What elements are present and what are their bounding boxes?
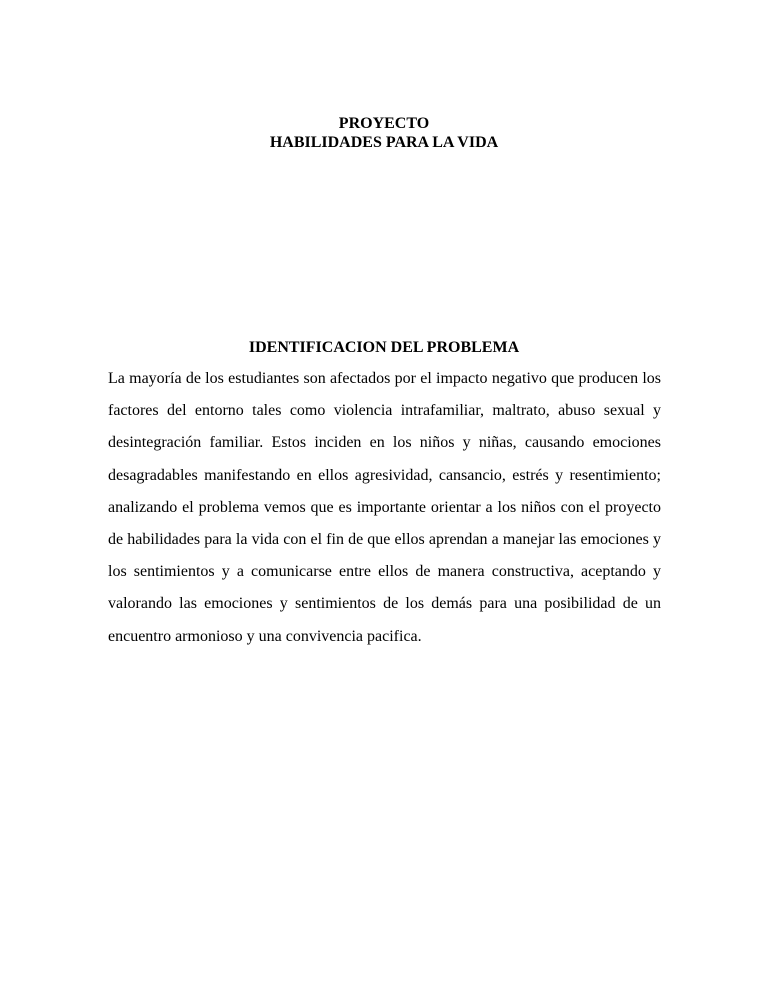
document-title (0, 114, 768, 152)
problem-paragraph: La mayoría de los estudiantes son afectados por el impacto negativo que producen los factores del entorno tales como violencia intrafamiliar, maltrato, abuso sexual y desintegración familiar. Estos inciden en los niños y niñas, causando emociones desagradables manifestando en ellos agresividad, cansancio, estrés y resentimiento; analizando el problema vemos que es importante orientar a los niños con el proyecto de habilidades para la vida con el fin de que ellos aprendan a manejar las emociones y los sentimientos y a comunicarse entre ellos de manera constructiva, aceptando y valorando las emociones y sentimientos de los demás para una posibilidad de un encuentro armonioso y una convivencia pacifica. (108, 370, 661, 645)
title-line-1: PROYECTO (338, 115, 430, 132)
section-heading: IDENTIFICACION DEL PROBLEMA (248, 339, 520, 356)
title-line-2: HABILIDADES PARA LA VIDA (269, 134, 499, 151)
